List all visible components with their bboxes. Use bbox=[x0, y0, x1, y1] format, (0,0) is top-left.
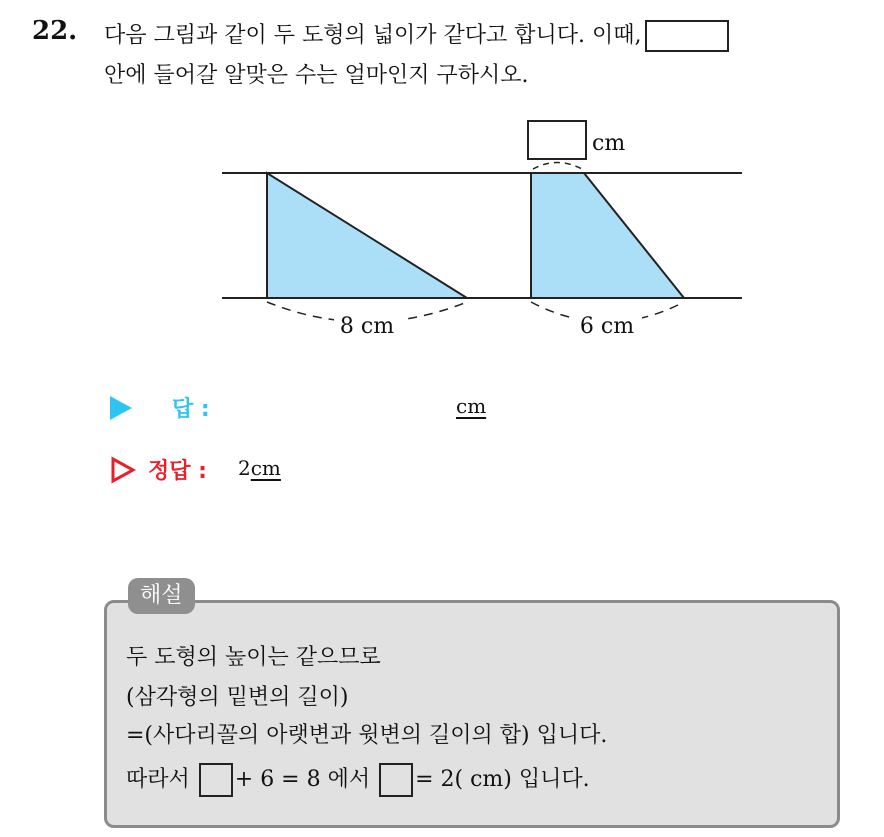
solution-line-1: 두 도형의 높이는 같으므로 bbox=[126, 645, 381, 670]
solution-line-4-a: 따라서 bbox=[126, 767, 190, 792]
solution-line-4-b: + 6 = 8 에서 bbox=[234, 767, 371, 792]
solution-tag: 해설 bbox=[128, 578, 195, 614]
correct-answer-label: 정답 : bbox=[148, 459, 207, 484]
correct-answer-value-wrap bbox=[238, 456, 281, 480]
triangle-shape bbox=[267, 173, 467, 298]
correct-answer-unit: cm bbox=[250, 456, 281, 480]
top-side-blank-box bbox=[528, 121, 586, 159]
answer-unit: cm bbox=[456, 394, 487, 418]
triangle-base-label: 8 cm bbox=[339, 314, 395, 339]
solution-line-4 bbox=[126, 762, 590, 797]
blank-square-box bbox=[379, 763, 413, 797]
question-number: 22. bbox=[32, 16, 78, 46]
correct-answer-value: 2 bbox=[238, 456, 251, 480]
play-outline-icon bbox=[110, 456, 136, 484]
question-text: 다음 그림과 같이 두 도형의 넓이가 같다고 합니다. 이때, bbox=[104, 23, 642, 48]
solution-line-4-c: = 2( cm) 입니다. bbox=[415, 767, 590, 792]
solution-line-2: (삼각형의 밑변의 길이) bbox=[126, 685, 349, 710]
top-side-unit: cm bbox=[592, 131, 626, 156]
question-text-line2: 안에 들어갈 알맞은 수는 얼마인지 구하시오. bbox=[104, 63, 529, 88]
trapezoid-base-label: 6 cm bbox=[579, 314, 635, 339]
answer-label: 답 : bbox=[172, 397, 210, 422]
top-side-bracket bbox=[533, 163, 582, 170]
trapezoid-shape bbox=[531, 173, 684, 298]
play-arrow-icon bbox=[110, 396, 132, 420]
blank-square-box bbox=[199, 763, 233, 797]
solution-line-3: =(사다리꼴의 아랫변과 윗변의 길이의 합) 입니다. bbox=[126, 723, 608, 748]
figure-diagram bbox=[0, 0, 884, 360]
